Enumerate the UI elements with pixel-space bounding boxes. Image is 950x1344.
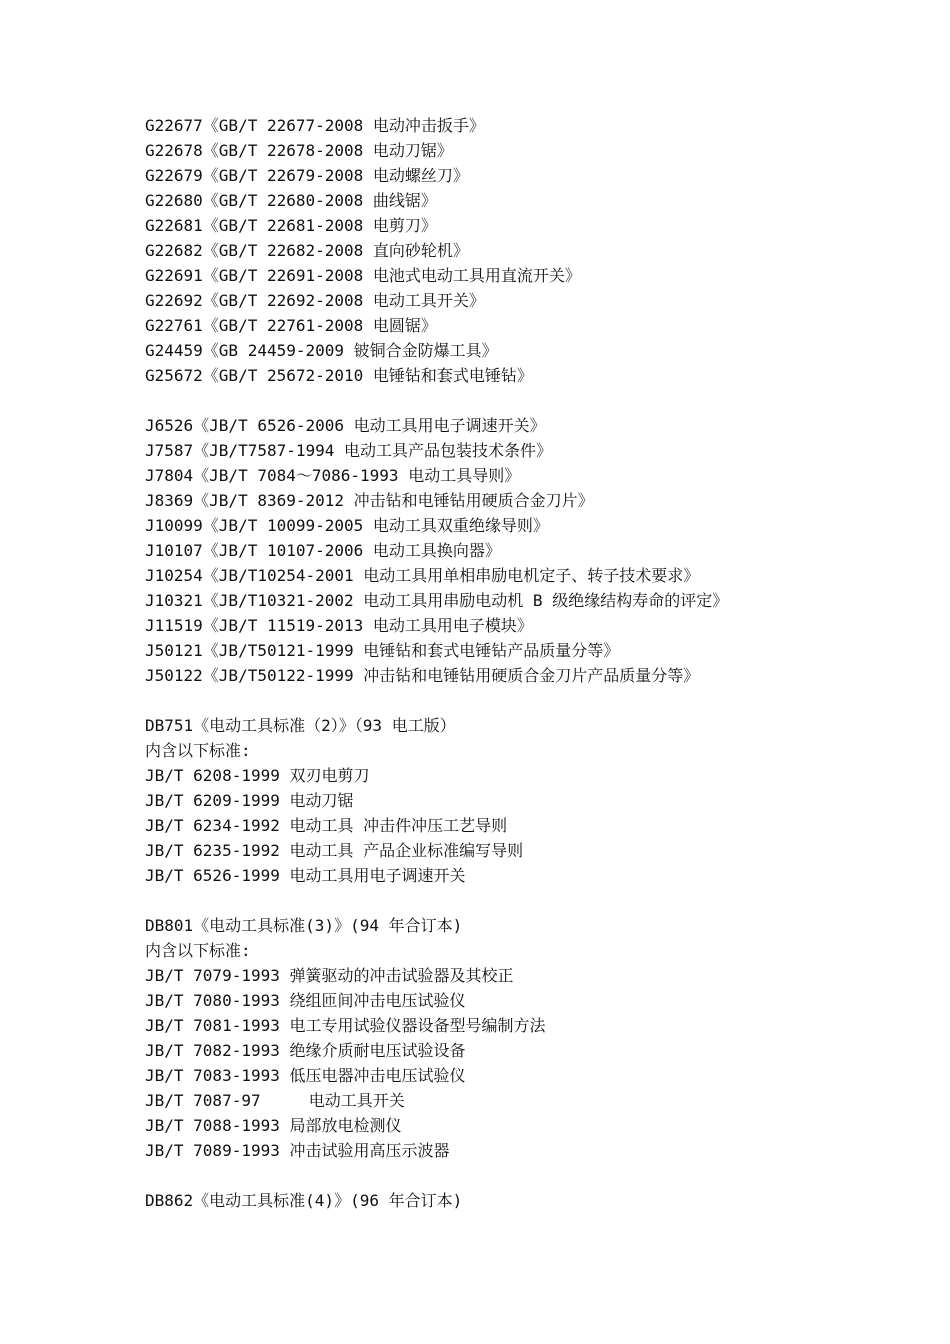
list-item: JB/T 7080-1993 绕组匝间冲击电压试验仪 [145, 991, 466, 1010]
list-item: JB/T 7088-1993 局部放电检测仪 [145, 1116, 402, 1135]
collection-title: DB751《电动工具标准（2）》（93 电工版） [145, 716, 456, 735]
list-item: JB/T 7083-1993 低压电器冲击电压试验仪 [145, 1066, 466, 1085]
db801-collection [145, 913, 925, 1163]
collection-title: DB862《电动工具标准(4)》(96 年合订本) [145, 1191, 463, 1210]
list-item: J50122《JB/T50122-1999 冲击钻和电锤钻用硬质合金刀片产品质量分等》 [145, 666, 700, 685]
collection-subtitle: 内含以下标准: [145, 741, 251, 760]
list-item: JB/T 7087-97 电动工具开关 [145, 1091, 405, 1110]
list-item: JB/T 7089-1993 冲击试验用高压示波器 [145, 1141, 450, 1160]
list-item: G22681《GB/T 22681-2008 电剪刀》 [145, 216, 437, 235]
list-item: G22691《GB/T 22691-2008 电池式电动工具用直流开关》 [145, 266, 581, 285]
document-page [145, 113, 925, 1213]
list-item: J7804《JB/T 7084～7086-1993 电动工具导则》 [145, 466, 521, 485]
collection-title: DB801《电动工具标准(3)》(94 年合订本) [145, 916, 463, 935]
list-item: JB/T 6234-1992 电动工具 冲击件冲压工艺导则 [145, 816, 508, 835]
db862-collection [145, 1188, 925, 1213]
list-item: JB/T 7079-1993 弹簧驱动的冲击试验器及其校正 [145, 966, 514, 985]
list-item: G22761《GB/T 22761-2008 电圆锯》 [145, 316, 437, 335]
list-item: G22692《GB/T 22692-2008 电动工具开关》 [145, 291, 485, 310]
jb-standards-list [145, 413, 925, 688]
list-item: JB/T 6208-1999 双刃电剪刀 [145, 766, 370, 785]
collection-subtitle: 内含以下标准: [145, 941, 251, 960]
list-item: G22677《GB/T 22677-2008 电动冲击扳手》 [145, 116, 485, 135]
list-item: G22682《GB/T 22682-2008 直向砂轮机》 [145, 241, 469, 260]
list-item: G22679《GB/T 22679-2008 电动螺丝刀》 [145, 166, 469, 185]
list-item: J10254《JB/T10254-2001 电动工具用单相串励电机定子、转子技术要求》 [145, 566, 700, 585]
db751-collection [145, 713, 925, 888]
list-item: G22678《GB/T 22678-2008 电动刀锯》 [145, 141, 453, 160]
list-item: J10321《JB/T10321-2002 电动工具用串励电动机 B 级绝缘结构寿命的评定》 [145, 591, 729, 610]
list-item: J7587《JB/T7587-1994 电动工具产品包装技术条件》 [145, 441, 553, 460]
list-item: G25672《GB/T 25672-2010 电锤钻和套式电锤钻》 [145, 366, 533, 385]
list-item: JB/T 7081-1993 电工专用试验仪器设备型号编制方法 [145, 1016, 546, 1035]
list-item: J8369《JB/T 8369-2012 冲击钻和电锤钻用硬质合金刀片》 [145, 491, 594, 510]
list-item: JB/T 7082-1993 绝缘介质耐电压试验设备 [145, 1041, 466, 1060]
list-item: JB/T 6209-1999 电动刀锯 [145, 791, 354, 810]
list-item: J6526《JB/T 6526-2006 电动工具用电子调速开关》 [145, 416, 546, 435]
list-item: J50121《JB/T50121-1999 电锤钻和套式电锤钻产品质量分等》 [145, 641, 620, 660]
gb-standards-list [145, 113, 925, 388]
list-item: J11519《JB/T 11519-2013 电动工具用电子模块》 [145, 616, 533, 635]
list-item: JB/T 6526-1999 电动工具用电子调速开关 [145, 866, 466, 885]
list-item: J10099《JB/T 10099-2005 电动工具双重绝缘导则》 [145, 516, 549, 535]
list-item: G24459《GB 24459-2009 铍铜合金防爆工具》 [145, 341, 498, 360]
list-item: J10107《JB/T 10107-2006 电动工具换向器》 [145, 541, 501, 560]
list-item: JB/T 6235-1992 电动工具 产品企业标准编写导则 [145, 841, 524, 860]
list-item: G22680《GB/T 22680-2008 曲线锯》 [145, 191, 437, 210]
